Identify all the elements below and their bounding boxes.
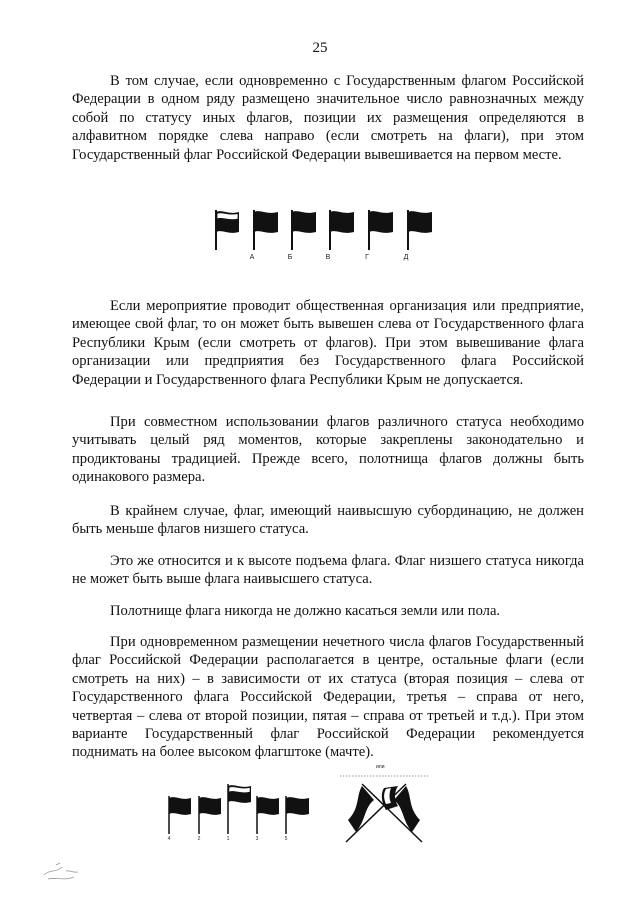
flag-a-icon [254, 210, 278, 250]
crossed-flags-diagram [340, 762, 430, 847]
position-number-1: 1 [226, 836, 230, 842]
page-number: 25 [312, 40, 328, 56]
flag-label-b: Б [287, 254, 293, 261]
russian-flag-icon [216, 210, 239, 250]
flag-position-5-icon [286, 796, 309, 834]
paragraph-hoist-height: Это же относится и к высоте подъема флага. Флаг низшего статуса никогда не может быть выше флага наивысшего статуса. [72, 553, 584, 588]
position-number-3: 3 [255, 836, 259, 842]
flag-b-icon [292, 210, 316, 250]
flag-d-icon [408, 210, 432, 250]
ili-label: или [376, 764, 385, 770]
flag-v-icon [330, 210, 354, 250]
flag-label-d: Д [403, 254, 409, 261]
position-number-5: 5 [284, 836, 288, 842]
flag-position-3-icon [257, 796, 279, 834]
crossed-flags-icon [346, 784, 422, 842]
pen-mark-icon [42, 855, 87, 885]
flag-g-icon [369, 210, 393, 250]
flag-label-a: А [249, 254, 255, 261]
flag-position-4-icon [169, 796, 191, 834]
position-number-4: 4 [167, 836, 171, 842]
flag-label-g: Г [365, 254, 369, 261]
paragraph-different-status: При совместном использовании флагов различного статуса необходимо учитывать целый ряд моментов, которые закреплены законодательно и продиктованы традицией. Прежде всего, полотнища флагов должны быть одинакового размера. [72, 414, 584, 486]
paragraph-highest-subordination: В крайнем случае, флаг, имеющий наивысшую субординацию, не должен быть меньше флагов низшего статуса. [72, 503, 584, 538]
paragraph-organization-flag: Если мероприятие проводит общественная организация или предприятие, имеющее свой флаг, то он может быть вывешен слева от Государственного флага Республики Крым (если смотреть от флагов). При этом вывешивание флага организации или предприятия без Государственного флага Российской Федерации и Государственного флага Республики Крым не допускается. [72, 298, 584, 388]
paragraph-alphabetical-order: В том случае, если одновременно с Государственным флагом Российской Федерации в одном ряду размещено значительное число равнозначных между собой по статусу иных флагов, позиции их размещения определяются в алфавитном порядке слева направо (если смотреть на флаги), при этом Государственный флаг Российской Федерации вывешивается на первом месте. [72, 73, 584, 163]
flag-position-2-icon [199, 796, 221, 834]
flag-label-v: В [325, 254, 331, 261]
paragraph-odd-number-flags: При одновременном размещении нечетного числа флагов Государственный флаг Российской Федерации располагается в центре, остальные флаги (если смотреть на них) – в зависимости от их статуса (вторая позиция – слева от Государственного флага Российской Федерации, третья – справа от него, четвертая – слева от второй позиции, пятая – справа от третьей и т.д.). При этом варианте Государственный флаг Российской Федерации рекомендуется поднимать на более высоком флагштоке (мачте). [72, 634, 584, 761]
position-number-2: 2 [197, 836, 201, 842]
russian-flag-center-icon [228, 784, 251, 834]
paragraph-ground-contact: Полотнище флага никогда не должно касаться земли или пола. [110, 603, 501, 619]
odd-flags-row-diagram [165, 780, 315, 850]
